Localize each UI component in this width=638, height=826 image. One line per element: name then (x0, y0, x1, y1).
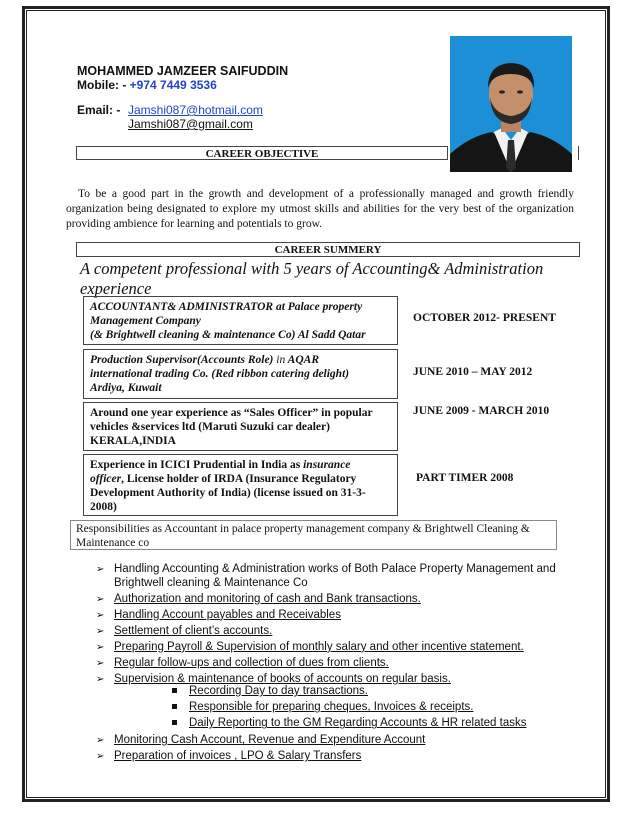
job-entry-maruti (83, 402, 398, 451)
job-line: Ardiya, Kuwait (90, 382, 162, 394)
job-entry-palace (83, 296, 398, 345)
job-line: Management Company (90, 315, 201, 327)
job-line: Experience in ICICI Prudential in India as insurance (90, 459, 351, 471)
job-line: Around one year experience as “Sales Officer” in popular (90, 407, 373, 419)
arrow-bullet-icon: ➢ (96, 593, 105, 605)
responsibilities-heading: Responsibilities as Accountant in palace property management company & Brightwell Cleaning & Maintenance co (70, 520, 557, 550)
job-line: KERALA,INDIA (90, 435, 176, 447)
arrow-bullet-icon: ➢ (96, 641, 105, 653)
sub-list-item: Daily Reporting to the GM Regarding Accounts & HR related tasks (172, 716, 572, 730)
mobile-label: Mobile: - (77, 78, 127, 92)
job-line: officer, License holder of IRDA (Insurance Regulatory (90, 473, 357, 485)
job-line: (& Brightwell cleaning & maintenance Co) Al Sadd Qatar (90, 329, 366, 341)
job-entry-icici (83, 454, 398, 516)
list-item: ➢ Supervision & maintenance of books of accounts on regular basis. (96, 673, 451, 686)
email-primary-link[interactable]: Jamshi087@hotmail.com (128, 103, 263, 117)
list-item: ➢ Handling Account payables and Receivables (96, 608, 341, 621)
arrow-bullet-icon: ➢ (96, 564, 105, 575)
job-date-icici: PART TIMER 2008 (416, 472, 514, 484)
responsibilities-sublist (172, 684, 572, 733)
arrow-bullet-icon: ➢ (96, 735, 105, 746)
career-objective-box-edge (578, 146, 581, 160)
list-item: ➢ Handling Accounting & Administration works of Both Palace Property Management and Brightwell cleaning & Maintenance Co (96, 563, 556, 589)
job-line: ACCOUNTANT& ADMINISTRATOR at Palace property (90, 301, 363, 313)
profile-photo (450, 36, 572, 172)
square-bullet-icon (172, 720, 177, 725)
responsibilities-list-continued (96, 734, 566, 766)
job-date-palace: OCTOBER 2012- PRESENT (413, 312, 556, 324)
career-objective-text: To be a good part in the growth and development of a professionally managed and growth friendly organization being designated to explore my utmost skills and abilities for the very best of the organization providing ambience for learning and potentials to grow. (66, 188, 574, 230)
candidate-name: MOHAMMED JAMZEER SAIFUDDIN (77, 64, 289, 78)
career-summary-heading: CAREER SUMMERY (76, 242, 580, 257)
list-item: ➢ Regular follow-ups and collection of dues from clients. (96, 656, 389, 669)
job-date-maruti: JUNE 2009 - MARCH 2010 (413, 405, 550, 417)
email-secondary-link[interactable]: Jamshi087@gmail.com (128, 117, 253, 131)
arrow-bullet-icon: ➢ (96, 657, 105, 669)
arrow-bullet-icon: ➢ (96, 751, 105, 763)
list-item: ➢ Authorization and monitoring of cash and Bank transactions. (96, 592, 421, 605)
list-item: ➢ Monitoring Cash Account, Revenue and Expenditure Account (96, 734, 426, 746)
sub-list-item: Recording Day to day transactions. (172, 684, 572, 698)
career-objective-heading: CAREER OBJECTIVE (76, 146, 448, 160)
arrow-bullet-icon: ➢ (96, 674, 105, 686)
job-date-aqar: JUNE 2010 – MAY 2012 (413, 366, 533, 378)
arrow-bullet-icon: ➢ (96, 609, 105, 621)
job-line: international trading Co. (Red ribbon catering delight) (90, 368, 350, 380)
job-line: Development Authority of India) (license issued on 31-3- (90, 487, 366, 499)
responsibilities-list (96, 563, 566, 689)
job-line: vehicles &services ltd (Maruti Suzuki car dealer) (90, 421, 330, 433)
email-label: Email: - (77, 103, 121, 117)
job-line: Production Supervisor(Accounts Role) in AQAR (90, 354, 319, 366)
arrow-bullet-icon: ➢ (96, 625, 105, 637)
career-summary-tagline: A competent professional with 5 years of Accounting& Administration experience (80, 259, 544, 298)
list-item: ➢ Preparation of invoices , LPO & Salary Transfers (96, 750, 362, 763)
mobile-line (77, 78, 217, 92)
list-item: ➢ Settlement of client’s accounts. (96, 624, 273, 637)
square-bullet-icon (172, 704, 177, 709)
square-bullet-icon (172, 688, 177, 693)
job-line: 2008) (90, 501, 117, 513)
job-entry-aqar (83, 349, 398, 399)
list-item: ➢ Preparing Payroll & Supervision of monthly salary and other incentive statement. (96, 640, 524, 653)
mobile-value: +974 7449 3536 (129, 78, 217, 92)
profile-photo-illustration (450, 36, 572, 172)
sub-list-item: Responsible for preparing cheques, Invoices & receipts. (172, 700, 572, 714)
